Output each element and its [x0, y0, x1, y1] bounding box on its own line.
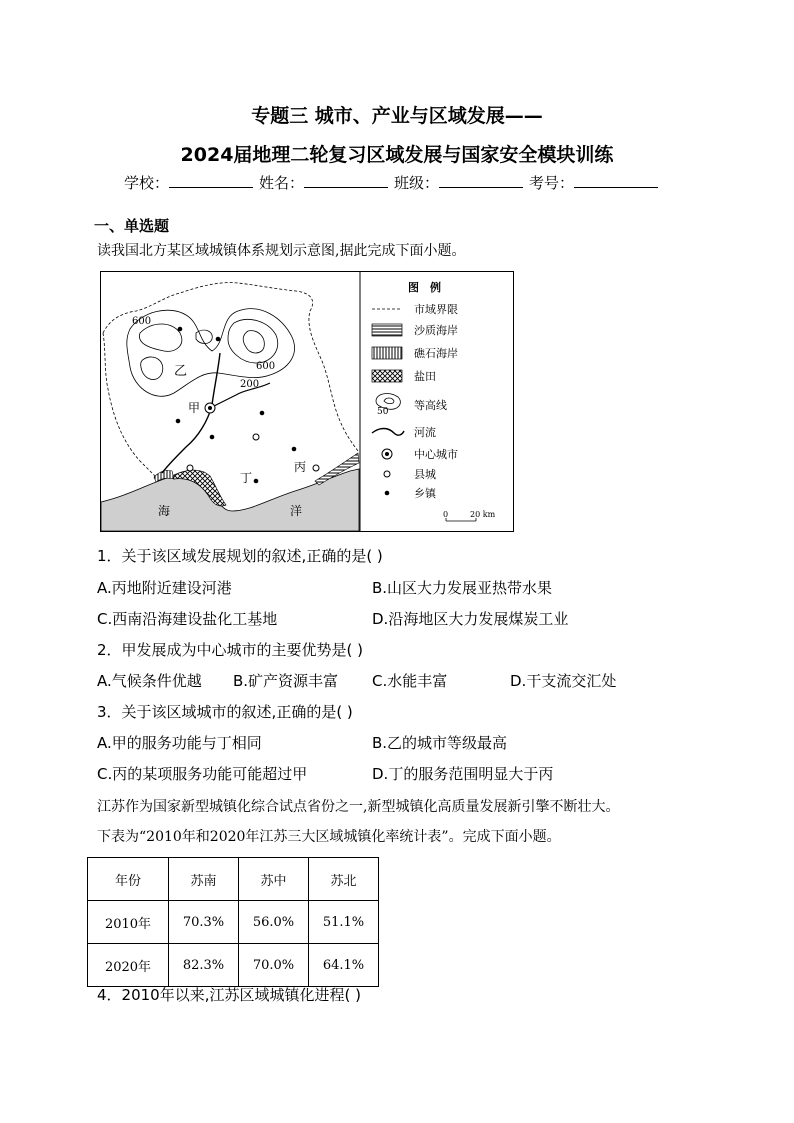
q3-option-d[interactable]: D.丁的服务范围明显大于丙: [372, 765, 554, 783]
township: [176, 419, 181, 424]
legend-boundary: 市域界限: [414, 303, 458, 316]
question-3: 3．关于该区域城市的叙述,正确的是( ): [97, 703, 353, 721]
q3-option-a[interactable]: A.甲的服务功能与丁相同: [97, 734, 262, 752]
table-row: [88, 944, 379, 987]
exam-no-blank[interactable]: [574, 173, 658, 188]
table-header-cell: 苏北: [309, 858, 379, 901]
school-blank[interactable]: [169, 173, 253, 188]
table-cell: 2010年: [88, 901, 169, 944]
question-1: 1．关于该区域发展规划的叙述,正确的是( ): [97, 547, 383, 565]
page-title-line1: 专题三 城市、产业与区域发展——: [251, 105, 543, 127]
label-bing: 丙: [294, 460, 307, 474]
passage-line-1: 江苏作为国家新型城镇化综合试点省份之一,新型城镇化高质量发展新引擎不断壮大。: [97, 799, 620, 815]
q2-option-b[interactable]: B.矿产资源丰富: [233, 672, 339, 690]
label-jia: 甲: [188, 401, 201, 415]
table-cell: 70.3%: [169, 901, 239, 944]
contour-label: 600: [132, 316, 152, 327]
sandy-legend-icon: [372, 324, 402, 336]
scale-zero: 0: [443, 510, 449, 519]
legend-salt: 盐田: [414, 370, 436, 383]
table-cell: 2020年: [88, 944, 169, 987]
township: [210, 435, 215, 440]
table-cell: 82.3%: [169, 944, 239, 987]
label-yi: 乙: [174, 364, 188, 379]
regional-planning-map: [100, 271, 514, 532]
name-blank[interactable]: [304, 173, 388, 188]
legend-contour: 等高线: [414, 399, 447, 412]
legend-river: 河流: [414, 426, 436, 439]
table-cell: 64.1%: [309, 944, 379, 987]
legend-rocky: 礁石海岸: [414, 347, 458, 360]
q3-option-b[interactable]: B.乙的城市等级最高: [372, 734, 508, 752]
student-info-row: [124, 172, 664, 193]
exam-no-label: 考号：: [529, 174, 575, 192]
rocky-legend-icon: [372, 347, 402, 359]
intro-text: 读我国北方某区域城镇体系规划示意图,据此完成下面小题。: [97, 243, 466, 259]
class-label: 班级：: [394, 174, 440, 192]
passage-line-2: 下表为“2010年和2020年江苏三大区域城镇化率统计表”。完成下面小题。: [97, 829, 561, 845]
q1-option-a[interactable]: A.丙地附近建设河港: [97, 579, 232, 597]
township: [178, 327, 183, 332]
question-2: 2．甲发展成为中心城市的主要优势是( ): [97, 641, 364, 659]
table-row: [88, 901, 379, 944]
township: [216, 337, 221, 342]
legend-town: 乡镇: [414, 487, 436, 500]
class-blank[interactable]: [439, 173, 523, 188]
township: [254, 479, 259, 484]
table-header-cell: 年份: [88, 858, 169, 901]
county-legend-icon: [384, 471, 390, 477]
table-cell: 56.0%: [239, 901, 309, 944]
table-cell: 70.0%: [239, 944, 309, 987]
school-label: 学校：: [124, 174, 170, 192]
q2-option-d[interactable]: D.干支流交汇处: [510, 672, 617, 690]
label-ding: 丁: [240, 471, 253, 485]
legend-county: 县城: [414, 468, 436, 481]
township: [292, 447, 297, 452]
question-4: 4．2010年以来,江苏区域城镇化进程( ): [97, 986, 361, 1004]
q2-option-a[interactable]: A.气候条件优越: [97, 672, 202, 690]
section-heading: 一、单选题: [94, 217, 170, 235]
label-sea: 海: [158, 504, 171, 518]
legend-title: 图 例: [408, 281, 441, 294]
contour-label: 200: [240, 379, 260, 390]
salt-legend-icon: [372, 370, 402, 382]
table-header-cell: 苏中: [239, 858, 309, 901]
table-header-cell: 苏南: [169, 858, 239, 901]
county-town: [187, 465, 193, 471]
contour-label: 600: [256, 361, 276, 372]
township: [260, 411, 265, 416]
page-title-line2: 2024届地理二轮复习区域发展与国家安全模块训练: [180, 144, 614, 166]
name-label: 姓名：: [259, 174, 305, 192]
county-town: [313, 465, 319, 471]
q1-option-c[interactable]: C.西南沿海建设盐化工基地: [97, 610, 278, 628]
scale-distance: 20 km: [470, 510, 496, 519]
county-town: [253, 434, 259, 440]
urbanization-table: [87, 857, 379, 987]
table-cell: 51.1%: [309, 901, 379, 944]
label-ocean: 洋: [290, 504, 303, 518]
legend-sandy: 沙质海岸: [414, 324, 458, 337]
legend-central: 中心城市: [414, 448, 458, 461]
q1-option-b[interactable]: B.山区大力发展亚热带水果: [372, 579, 553, 597]
contour-legend-value: 50: [377, 407, 389, 417]
q3-option-c[interactable]: C.丙的某项服务功能可能超过甲: [97, 765, 308, 783]
table-header-row: [88, 858, 379, 901]
q2-option-c[interactable]: C.水能丰富: [372, 672, 448, 690]
q1-option-d[interactable]: D.沿海地区大力发展煤炭工业: [372, 610, 569, 628]
town-legend-icon: [385, 491, 390, 496]
